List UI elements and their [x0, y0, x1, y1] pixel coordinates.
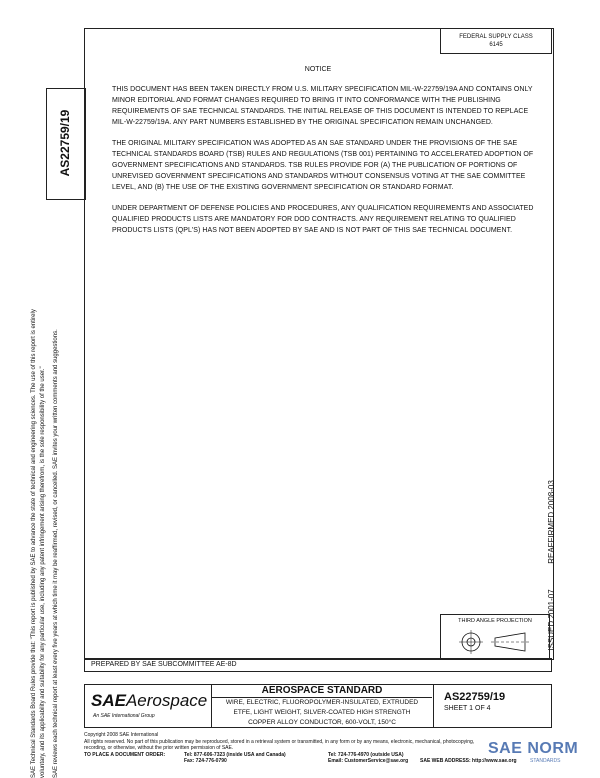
watermark-text: SAE NORM: [488, 740, 579, 757]
footer: [84, 732, 554, 765]
title-block: [84, 684, 552, 728]
notice-paragraph: THE ORIGINAL MILITARY SPECIFICATION WAS ADOPTED AS AN SAE STANDARD UNDER THE PROVISIONS OF THE SAE TECHNICAL STANDARDS BOARD (TSB) RULES AND REGULATIONS (TSB 001) PERTAINING TO ACCELERATED ADOPTION OF GOVERNMENT SPECIFICATIONS AND STANDARDS. TSB RULES PROVIDE FOR (A) THE PUBLICATION OF PORTIONS OF UNREVISED GOVERNMENT SPECIFICATIONS AND STANDARDS WITHOUT CONSENSUS VOTING AT THE SAE COMMITTEE LEVEL, AND (B) THE USE OF THE EXISTING GOVERNMENT SPECIFICATION OR STANDARD FORMAT.: [112, 140, 534, 191]
notice-title: NOTICE: [304, 66, 332, 73]
tel-us: Tel: 877-606-7323 (inside USA and Canada): [184, 751, 286, 758]
description-line: WIRE, ELECTRIC, FLUOROPOLYMER-INSULATED, EXTRUDED: [225, 699, 419, 706]
copyright: Copyright 2008 SAE International: [84, 732, 159, 738]
notice-paragraph: THIS DOCUMENT HAS BEEN TAKEN DIRECTLY FROM U.S. MILITARY SPECIFICATION MIL-W-22759/19A AND CONTAINS ONLY MINOR EDITORIAL AND FORMAT CHANGES REQUIRED TO BRING IT INTO CONFORMANCE WITH THE PUBLISHING REQUIREMENTS OF SAE TECHNICAL STANDARDS. THE INITIAL RELEASE OF THIS DOCUMENT IS INTENDED TO REPLACE MIL-W-22759/19A. ANY PART NUMBERS ESTABLISHED BY THE ORIGINAL SPECIFICATION REMAIN UNCHANGED.: [112, 86, 533, 126]
sheet-number: SHEET 1 OF 4: [444, 705, 491, 712]
supply-class-box: [440, 28, 552, 54]
sidebar-legal-line3: SAE reviews each technical report at least every five years at which time it may be reaffirmed, revised, or cancelled. SAE invites your written comments and suggestions.: [53, 329, 59, 778]
logo-tagline: An SAE International Group: [93, 713, 155, 719]
order-info: [84, 752, 554, 765]
sae-norm-watermark: [488, 740, 598, 774]
projection-box: [440, 614, 550, 660]
order-label: TO PLACE A DOCUMENT ORDER:: [84, 751, 166, 758]
docnum-cell: [433, 685, 552, 727]
description-line: COPPER ALLOY CONDUCTOR, 600-VOLT, 150°C: [248, 719, 396, 726]
prepared-by-row: [84, 658, 552, 672]
issued-date: ISSUED 2001-07: [547, 589, 556, 651]
supply-class-value: 6145: [489, 42, 503, 48]
web-address: SAE WEB ADDRESS: http://www.sae.org: [420, 758, 517, 764]
reaffirmed-date: REAFFIRMED 2008-03: [547, 480, 556, 564]
description-line: ETFE, LIGHT WEIGHT, SILVER-COATED HIGH STRENGTH: [233, 709, 411, 716]
projection-label: THIRD ANGLE PROJECTION: [458, 618, 532, 624]
prepared-by: PREPARED BY SAE SUBCOMMITTEE AE-8D: [91, 661, 237, 668]
sidebar-legal-line1: SAE Technical Standards Board Rules provide that: "This report is published by SAE to advance the state of technical and engineering sciences. The use of this report is entirely: [31, 309, 37, 778]
logo-cell: [85, 685, 212, 727]
supply-class-label: FEDERAL SUPPLY CLASS: [459, 34, 533, 40]
sae-aerospace-logo: [91, 691, 207, 711]
standard-type: AEROSPACE STANDARD: [212, 685, 432, 698]
notice-paragraph: UNDER DEPARTMENT OF DEFENSE POLICIES AND PROCEDURES, ANY QUALIFICATION REQUIREMENTS AND ASSOCIATED QUALIFIED PRODUCTS LISTS ARE MANDATORY FOR DOD CONTRACTS. ANY REQUIREMENT RELATING TO QUALIFIED PRODUCTS LISTS (QPL'S) HAS NOT BEEN ADOPTED BY SAE AND IS NOT PART OF THIS SAE TECHNICAL DOCUMENT.: [112, 205, 534, 234]
sidebar-doc-number: AS22759/19: [58, 109, 72, 177]
fax: Fax: 724-776-0790: [184, 758, 227, 764]
third-angle-projection-icon: [455, 629, 535, 655]
rights-line: All rights reserved. No part of this publication may be reproduced, stored in a retrieval system or transmitted, in any form or by any means, electronic, mechanical, photocopying,: [84, 738, 475, 745]
logo-aerospace: Aerospace: [125, 691, 208, 710]
email: Email: CustomerService@sae.org: [328, 758, 409, 764]
tel-intl: Tel: 724-776-4970 (outside USA): [328, 751, 404, 758]
sidebar-legal-line2: voluntary, and its applicability and suitability for any particular use, including any patent infringement arising therefrom, is the sole responsibility of the user.": [40, 366, 46, 778]
notice-body: [112, 84, 534, 246]
logo-sae: SAE: [91, 691, 126, 710]
watermark-subtext: STANDARDS: [530, 758, 561, 764]
rights-line: recording, or otherwise, without the prior written permission of SAE.: [84, 745, 234, 751]
description-cell: [212, 685, 432, 727]
title-doc-number: AS22759/19: [444, 691, 506, 703]
